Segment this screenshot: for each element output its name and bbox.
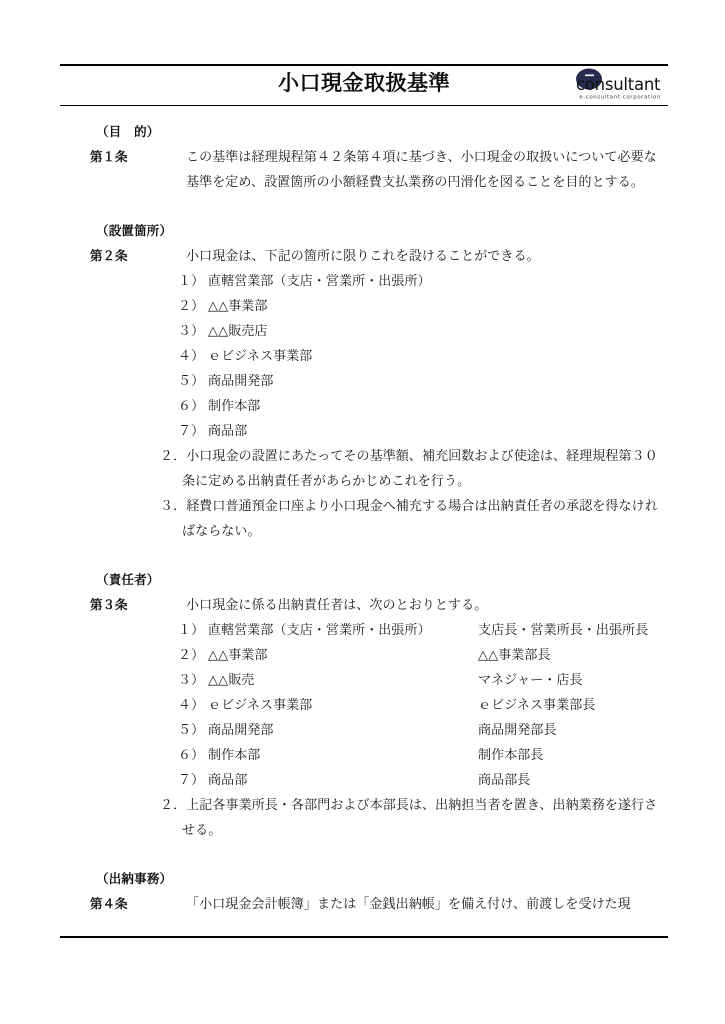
list-item-marker: ５） bbox=[178, 373, 205, 388]
list-item bbox=[60, 393, 668, 418]
list-item-responsible: ｅビジネス事業部長 bbox=[478, 697, 596, 712]
consultant-logo-icon bbox=[572, 68, 668, 94]
article-section bbox=[60, 867, 668, 916]
article-number: 第３条 bbox=[90, 597, 128, 612]
list-item-label: 商品部 bbox=[208, 423, 248, 438]
list-item-responsible: 支店長・営業所長・出張所長 bbox=[478, 622, 649, 637]
article-lead-span: この基準は経理規程第４２条第４項に基づき、小口現金の取扱いについて必要な基準を定め、設置箇所の小額経費支払業務の円滑化を図ることを目的とする。 bbox=[186, 149, 657, 189]
article-number: 第４条 bbox=[90, 896, 128, 911]
list-item-marker: １） bbox=[178, 273, 205, 288]
list-item-label: 商品部 bbox=[208, 772, 248, 787]
section-heading: （出納事務） bbox=[96, 871, 173, 886]
list-item bbox=[60, 268, 668, 293]
list-item-responsible: 制作本部長 bbox=[478, 747, 544, 762]
header-content bbox=[60, 66, 668, 105]
article-lead-span: 小口現金は、下記の箇所に限りこれを設けることができる。 bbox=[186, 248, 540, 263]
list-item-marker: ６） bbox=[178, 398, 205, 413]
article-section bbox=[60, 120, 668, 194]
page-title: 小口現金取扱基準 bbox=[278, 71, 450, 95]
article-item-list bbox=[60, 268, 668, 443]
list-item-label: 制作本部 bbox=[208, 398, 261, 413]
list-item-label: 直轄営業部（支店・営業所・出張所） bbox=[208, 273, 431, 288]
list-item bbox=[60, 692, 668, 717]
article-sub-paragraph: ２．小口現金の設置にあたってその基準額、補充回数および使途は、経理規程第３０条に定める出納責任者があらかじめこれを行う。 bbox=[160, 448, 658, 488]
article-lead-span: 小口現金に係る出納責任者は、次のとおりとする。 bbox=[186, 597, 488, 612]
list-item bbox=[60, 642, 668, 667]
header-rule-bottom bbox=[60, 105, 668, 106]
list-item bbox=[60, 343, 668, 368]
section-spacer bbox=[60, 194, 668, 219]
list-item bbox=[60, 617, 668, 642]
document-body bbox=[60, 120, 668, 916]
article-lead-span: 「小口現金会計帳簿」または「金銭出納帳」を備え付け、前渡しを受けた現 bbox=[186, 896, 631, 911]
list-item-responsible: マネジャー・店長 bbox=[478, 672, 583, 687]
list-item-label: 商品開発部 bbox=[208, 373, 274, 388]
article-section bbox=[60, 219, 668, 543]
list-item-marker: ４） bbox=[178, 348, 205, 363]
list-item-label: ｅビジネス事業部 bbox=[208, 697, 313, 712]
section-heading: （目 的） bbox=[96, 124, 160, 139]
list-item-label: 直轄営業部（支店・営業所・出張所） bbox=[208, 622, 431, 637]
list-item-marker: ５） bbox=[178, 722, 205, 737]
list-item bbox=[60, 667, 668, 692]
list-item-label: 商品開発部 bbox=[208, 722, 274, 737]
list-item bbox=[60, 418, 668, 443]
article-lead-text bbox=[60, 243, 668, 268]
list-item-marker: ４） bbox=[178, 697, 205, 712]
article-sub-paragraph: ３．経費口普通預金口座より小口現金へ補充する場合は出納責任者の承認を得なければならない。 bbox=[160, 498, 658, 538]
list-item-responsible: △△事業部長 bbox=[478, 647, 551, 662]
logo-tagline: e-consultant corporation bbox=[579, 94, 661, 101]
article-row bbox=[60, 144, 668, 194]
section-heading: （設置箇所） bbox=[96, 223, 173, 238]
article-row bbox=[60, 891, 668, 916]
list-item-label: ｅビジネス事業部 bbox=[208, 348, 313, 363]
article-lead-text bbox=[60, 144, 668, 194]
list-item-marker: ３） bbox=[178, 323, 205, 338]
article-sub-paragraph: ２．上記各事業所長・各部門および本部長は、出納担当者を置き、出納業務を遂行させる。 bbox=[160, 797, 658, 837]
list-item-marker: ７） bbox=[178, 423, 205, 438]
article-item-list bbox=[60, 617, 668, 792]
list-item-label: △△販売店 bbox=[208, 323, 268, 338]
list-item-responsible: 商品開発部長 bbox=[478, 722, 557, 737]
document-header bbox=[60, 64, 668, 106]
list-item bbox=[60, 717, 668, 742]
footer-rule bbox=[60, 936, 668, 938]
list-item-marker: ２） bbox=[178, 298, 205, 313]
list-item-marker: １） bbox=[178, 622, 205, 637]
section-spacer bbox=[60, 842, 668, 867]
article-row bbox=[60, 592, 668, 617]
svg-text:consultant: consultant bbox=[576, 75, 661, 94]
list-item-label: 制作本部 bbox=[208, 747, 261, 762]
article-row bbox=[60, 243, 668, 268]
section-spacer bbox=[60, 543, 668, 568]
list-item-label: △△事業部 bbox=[208, 647, 268, 662]
list-item bbox=[60, 368, 668, 393]
list-item-label: △△販売 bbox=[208, 672, 255, 687]
list-item bbox=[60, 318, 668, 343]
article-number: 第２条 bbox=[90, 248, 128, 263]
article-section bbox=[60, 568, 668, 842]
list-item-marker: ７） bbox=[178, 772, 205, 787]
list-item-responsible: 商品部長 bbox=[478, 772, 531, 787]
article-number: 第１条 bbox=[90, 149, 128, 164]
article-lead-text bbox=[60, 891, 668, 916]
list-item bbox=[60, 742, 668, 767]
article-lead-text bbox=[60, 592, 668, 617]
list-item-marker: ６） bbox=[178, 747, 205, 762]
list-item bbox=[60, 293, 668, 318]
company-logo bbox=[572, 68, 668, 104]
list-item-marker: ２） bbox=[178, 647, 205, 662]
list-item-label: △△事業部 bbox=[208, 298, 268, 313]
list-item bbox=[60, 767, 668, 792]
list-item-marker: ３） bbox=[178, 672, 205, 687]
section-heading: （責任者） bbox=[96, 572, 160, 587]
